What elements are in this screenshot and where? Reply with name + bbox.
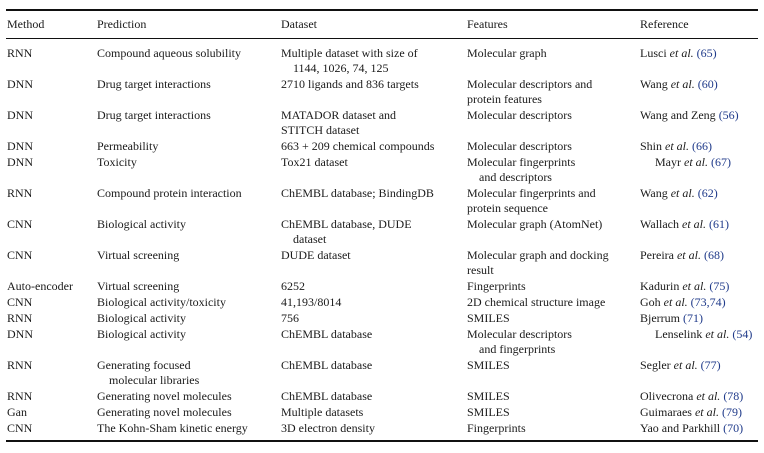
ref-number-link[interactable]: (67) (711, 155, 731, 169)
cell-line-1: Toxicity (97, 155, 137, 169)
ref-number-link[interactable]: (71) (683, 311, 703, 325)
cell-line-1: Molecular descriptors (467, 108, 572, 122)
cell-method: DNN (7, 108, 33, 122)
cell-line-1: Multiple datasets (281, 405, 364, 419)
cell-line-2: dataset (293, 232, 327, 246)
ref-et-al: et al. (694, 405, 719, 419)
cell-line-1: Biological activity (97, 217, 186, 231)
ref-number-link[interactable]: (65) (696, 46, 717, 60)
cell-line-2: protein sequence (467, 201, 548, 215)
ref-number-link[interactable]: (73,74) (690, 295, 726, 309)
cell-features (467, 248, 609, 278)
cell-features (467, 421, 526, 436)
cell-line-1: ChEMBL database; BindingDB (281, 186, 434, 200)
header-features: Features (467, 17, 508, 31)
top-rule (6, 9, 758, 11)
bottom-rule (6, 440, 758, 442)
ref-et-al: et al. (682, 279, 707, 293)
cell-dataset (281, 77, 419, 92)
cell-features (467, 389, 510, 404)
ref-author: Goh (640, 295, 661, 309)
ref-number-link[interactable]: (79) (721, 405, 742, 419)
cell-dataset (281, 46, 418, 76)
cell-method: RNN (7, 311, 33, 325)
ref-author: Wallach (640, 217, 680, 231)
cell-line-1: Virtual screening (97, 248, 180, 262)
cell-line-1: The Kohn-Sham kinetic energy (97, 421, 248, 435)
cell-line-2: molecular libraries (109, 373, 200, 387)
cell-dataset (281, 217, 412, 247)
cell-method: DNN (7, 139, 33, 153)
cell-features (467, 46, 547, 61)
cell-line-1: Molecular fingerprints (467, 155, 576, 169)
ref-et-al: et al. (682, 217, 707, 231)
cell-line-1: 3D electron density (281, 421, 375, 435)
cell-line-1: Compound aqueous solubility (97, 46, 241, 60)
cell-prediction (97, 77, 211, 92)
ref-number-link[interactable]: (78) (723, 389, 744, 403)
header-method: Method (7, 17, 45, 31)
cell-reference (640, 358, 721, 373)
cell-line-1: Multiple dataset with size of (281, 46, 418, 60)
cell-features (467, 108, 572, 123)
cell-line-1: DUDE dataset (281, 248, 351, 262)
cell-line-1: 2710 ligands and 836 targets (281, 77, 419, 91)
cell-dataset (281, 108, 396, 138)
ref-number-link[interactable]: (68) (703, 248, 724, 262)
cell-method: DNN (7, 77, 33, 91)
cell-dataset (281, 279, 305, 294)
cell-reference (640, 389, 743, 404)
cell-line-1: Biological activity (97, 311, 186, 325)
cell-method: Gan (7, 405, 27, 419)
ref-author: Yao and Parkhill (640, 421, 721, 435)
ref-author: Kadurin (640, 279, 680, 293)
cell-prediction (97, 155, 137, 170)
cell-prediction (97, 108, 211, 123)
cell-dataset (281, 248, 351, 263)
cell-reference (640, 421, 743, 436)
ref-number-link[interactable]: (56) (718, 108, 739, 122)
cell-line-1: Molecular descriptors and (467, 77, 593, 91)
header-reference: Reference (640, 17, 689, 31)
header-rule (6, 38, 758, 39)
ref-author: Wang and Zeng (640, 108, 716, 122)
cell-line-1: Biological activity/toxicity (97, 295, 226, 309)
cell-prediction (97, 421, 248, 436)
cell-method: Auto-encoder (7, 279, 73, 293)
cell-prediction (97, 46, 241, 61)
cell-line-1: Molecular descriptors (467, 327, 572, 341)
ref-number-link[interactable]: (75) (709, 279, 730, 293)
cell-line-1: ChEMBL database, DUDE (281, 217, 412, 231)
cell-line-2: result (467, 263, 494, 277)
cell-prediction (97, 248, 179, 263)
cell-prediction (97, 217, 186, 232)
cell-method: RNN (7, 186, 33, 200)
cell-reference (640, 217, 729, 232)
cell-method: DNN (7, 155, 33, 169)
cell-method: RNN (7, 358, 33, 372)
cell-line-2: 1144, 1026, 74, 125 (293, 61, 389, 75)
ref-et-al: et al. (663, 295, 688, 309)
cell-dataset (281, 358, 372, 373)
cell-dataset (281, 155, 348, 170)
ref-number-link[interactable]: (70) (723, 421, 744, 435)
cell-line-1: 2D chemical structure image (467, 295, 606, 309)
ref-et-al: et al. (676, 248, 701, 262)
cell-features (467, 327, 572, 357)
ref-author: Wang (640, 186, 668, 200)
ref-author: Mayr (655, 155, 681, 169)
cell-reference (640, 405, 742, 420)
cell-line-1: Drug target interactions (97, 108, 211, 122)
cell-reference (640, 46, 717, 61)
cell-reference (640, 279, 729, 294)
cell-dataset (281, 186, 434, 201)
cell-prediction (97, 295, 226, 310)
cell-line-1: Compound protein interaction (97, 186, 242, 200)
cell-prediction (97, 139, 158, 154)
ref-number-link[interactable]: (61) (709, 217, 730, 231)
cell-dataset (281, 421, 375, 436)
cell-features (467, 217, 602, 232)
ref-number-link[interactable]: (54) (732, 327, 753, 341)
cell-line-2: protein features (467, 92, 542, 106)
ref-number-link[interactable]: (60) (697, 77, 718, 91)
cell-reference (640, 77, 718, 92)
cell-method: DNN (7, 327, 33, 341)
cell-line-1: Generating novel molecules (97, 389, 232, 403)
ref-author: Bjerrum (640, 311, 680, 325)
ref-author: Guimaraes (640, 405, 692, 419)
cell-line-1: SMILES (467, 389, 510, 403)
ref-et-al: et al. (705, 327, 730, 341)
cell-features (467, 139, 572, 154)
ref-author: Segler (640, 358, 671, 372)
cell-prediction (97, 389, 232, 404)
cell-method: CNN (7, 248, 33, 262)
ref-number-link[interactable]: (77) (700, 358, 721, 372)
ref-et-al: et al. (665, 139, 690, 153)
cell-reference (640, 139, 712, 154)
cell-line-1: Permeability (97, 139, 159, 153)
ref-author: Wang (640, 77, 668, 91)
cell-line-1: Molecular fingerprints and (467, 186, 596, 200)
cell-dataset (281, 389, 372, 404)
cell-reference (640, 186, 718, 201)
cell-line-1: SMILES (467, 405, 510, 419)
cell-line-1: Molecular graph (467, 46, 547, 60)
cell-line-1: 756 (281, 311, 299, 325)
ref-author: Lenselink (655, 327, 703, 341)
cell-line-1: ChEMBL database (281, 327, 373, 341)
cell-line-1: Virtual screening (97, 279, 180, 293)
ref-author: Shin (640, 139, 663, 153)
cell-features (467, 77, 592, 107)
cell-prediction (97, 186, 242, 201)
cell-line-1: Molecular graph and docking (467, 248, 609, 262)
cell-line-1: SMILES (467, 311, 510, 325)
ref-et-al: et al. (696, 389, 721, 403)
cell-line-1: Generating focused (97, 358, 191, 372)
cell-reference (640, 295, 726, 310)
cell-line-1: Generating novel molecules (97, 405, 232, 419)
cell-line-1: Molecular graph (AtomNet) (467, 217, 603, 231)
cell-line-1: 6252 (281, 279, 305, 293)
cell-features (467, 186, 596, 216)
cell-line-1: ChEMBL database (281, 358, 373, 372)
cell-reference (655, 327, 752, 342)
cell-prediction (97, 405, 232, 420)
cell-reference (640, 248, 724, 263)
ref-et-al: et al. (684, 155, 708, 169)
cell-method: RNN (7, 389, 33, 403)
cell-line-1: Drug target interactions (97, 77, 211, 91)
cell-line-1: Fingerprints (467, 279, 526, 293)
cell-features (467, 295, 605, 310)
cell-line-2: and descriptors (479, 170, 552, 184)
cell-line-1: Biological activity (97, 327, 186, 341)
cell-method: CNN (7, 217, 33, 231)
cell-line-1: 663 + 209 chemical compounds (281, 139, 435, 153)
cell-reference (640, 311, 703, 326)
cell-dataset (281, 327, 372, 342)
cell-line-1: Fingerprints (467, 421, 526, 435)
ref-et-al: et al. (670, 186, 695, 200)
cell-prediction (97, 311, 186, 326)
cell-line-1: Tox21 dataset (281, 155, 348, 169)
cell-line-1: Molecular descriptors (467, 139, 572, 153)
cell-features (467, 279, 526, 294)
cell-features (467, 155, 575, 185)
cell-prediction (97, 358, 199, 388)
cell-features (467, 311, 510, 326)
header-prediction: Prediction (97, 17, 147, 31)
cell-features (467, 358, 510, 373)
cell-dataset (281, 139, 434, 154)
cell-reference (640, 108, 739, 123)
ref-et-al: et al. (673, 358, 698, 372)
cell-dataset (281, 405, 363, 420)
cell-line-1: MATADOR dataset and (281, 108, 397, 122)
ref-et-al: et al. (669, 46, 694, 60)
ref-et-al: et al. (670, 77, 695, 91)
cell-line-2: STITCH dataset (281, 123, 360, 137)
cell-line-1: SMILES (467, 358, 510, 372)
cell-dataset (281, 295, 341, 310)
ref-author: Olivecrona (640, 389, 694, 403)
cell-line-1: ChEMBL database (281, 389, 373, 403)
cell-line-1: 41,193/8014 (281, 295, 342, 309)
header-dataset: Dataset (281, 17, 317, 31)
ref-author: Pereira (640, 248, 674, 262)
cell-features (467, 405, 510, 420)
ref-number-link[interactable]: (66) (692, 139, 713, 153)
ref-number-link[interactable]: (62) (697, 186, 718, 200)
cell-method: RNN (7, 46, 33, 60)
cell-dataset (281, 311, 299, 326)
cell-line-2: and fingerprints (479, 342, 556, 356)
cell-prediction (97, 279, 179, 294)
ref-author: Lusci (640, 46, 667, 60)
cell-prediction (97, 327, 186, 342)
cell-method: CNN (7, 295, 33, 309)
cell-reference (655, 155, 731, 170)
cell-method: CNN (7, 421, 33, 435)
